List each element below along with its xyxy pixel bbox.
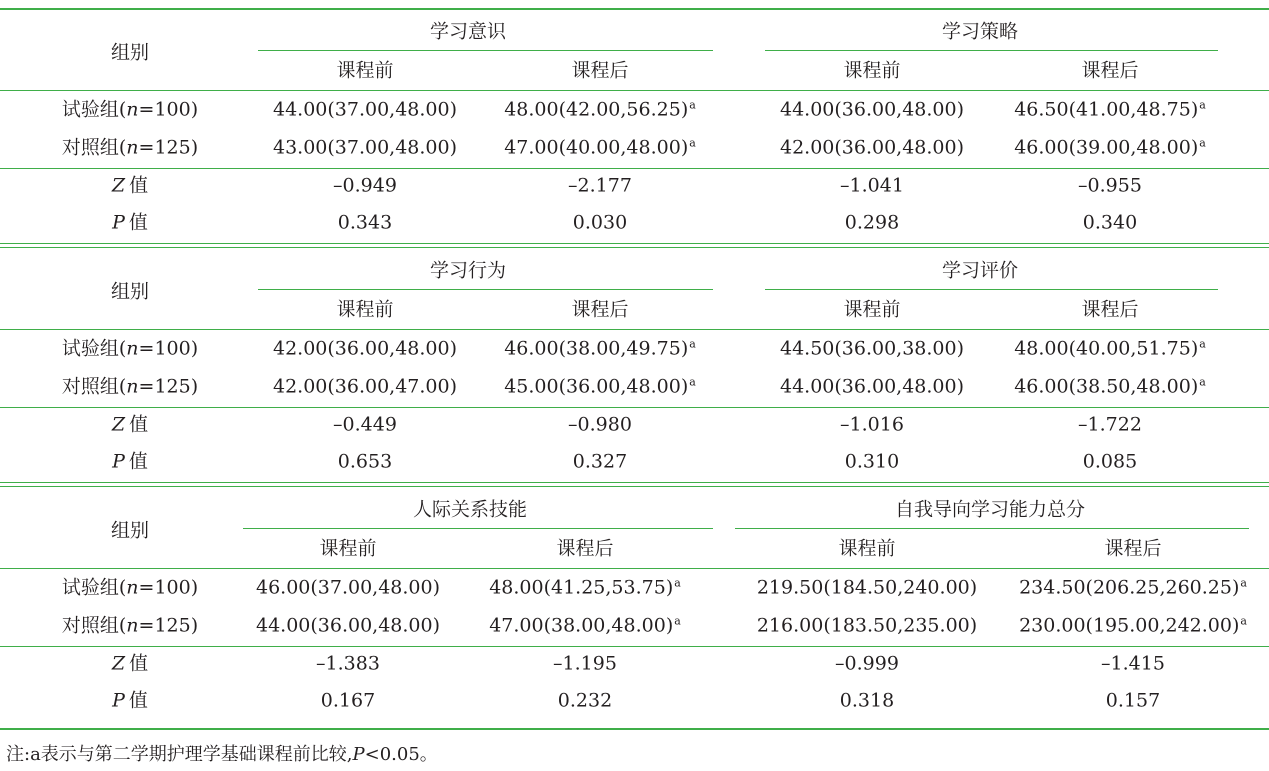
cell-exp-superscript: a: [1199, 337, 1206, 351]
dimension-header-text: 自我导向学习能力总分: [894, 498, 1086, 521]
cell-z-text: –1.195: [553, 652, 617, 675]
cell-z-text: –0.955: [1078, 174, 1142, 197]
cell-exp-text: 42.00(36.00,48.00): [272, 337, 458, 360]
cell-p-text: 0.343: [337, 211, 393, 234]
sub-header-post: [571, 59, 629, 82]
row-label-exp-suffix: =100): [138, 576, 199, 599]
cell-exp: [1014, 337, 1206, 360]
row-label-exp-prefix: 试验组(: [61, 576, 127, 599]
cell-p: [337, 450, 393, 473]
sub-header-post: [1081, 298, 1139, 321]
cell-z-text: –0.980: [568, 413, 632, 436]
section-double-rule: [0, 482, 1269, 483]
cell-ctrl: [1014, 375, 1206, 398]
row-label-z-var: Z: [111, 652, 126, 675]
cell-ctrl-text: 230.00(195.00,242.00): [1019, 614, 1240, 637]
cell-exp: [272, 337, 458, 360]
sub-header-pre: [843, 298, 901, 321]
row-label-ctrl: [61, 136, 199, 159]
row-label-ctrl: [61, 614, 199, 637]
sub-header-pre-text: 课程前: [838, 537, 896, 560]
row-label-ctrl-var: n: [126, 614, 139, 637]
cell-exp-superscript: a: [674, 576, 681, 590]
row-label-exp: [61, 98, 199, 121]
cell-exp: [1014, 98, 1206, 121]
cell-exp: [756, 576, 978, 599]
group-header-2: [110, 519, 150, 542]
group-header-1-text: 组别: [110, 280, 150, 303]
cell-p: [844, 450, 900, 473]
cell-ctrl-text: 42.00(36.00,47.00): [272, 375, 458, 398]
dimension-header-text: 人际关系技能: [412, 498, 528, 521]
cell-p: [839, 689, 895, 712]
footnote-prefix: 注:a表示与第二学期护理学基础课程前比较,: [6, 744, 353, 765]
cell-exp: [504, 337, 696, 360]
cell-z: [553, 652, 617, 675]
cell-z: [1078, 174, 1142, 197]
sub-header-post-text: 课程后: [1081, 298, 1139, 321]
sub-header-pre-text: 课程前: [843, 59, 901, 82]
cell-exp: [779, 337, 965, 360]
row-label-p-var: P: [112, 211, 125, 234]
sub-header-pre: [336, 59, 394, 82]
cell-ctrl-text: 216.00(183.50,235.00): [756, 614, 978, 637]
cell-ctrl-superscript: a: [674, 614, 681, 628]
row-label-z-suffix: 值: [129, 174, 149, 197]
cell-exp: [779, 98, 965, 121]
row-label-p: [112, 211, 148, 234]
dimension-header: [941, 259, 1019, 282]
footnote-suffix: <0.05。: [364, 744, 438, 765]
cell-z: [1101, 652, 1165, 675]
sub-header-post-text: 课程后: [1081, 59, 1139, 82]
cell-ctrl-text: 44.00(36.00,48.00): [779, 375, 965, 398]
group-header-0-text: 组别: [110, 41, 150, 64]
cell-exp-text: 48.00(41.25,53.75): [489, 576, 674, 599]
row-label-exp-prefix: 试验组(: [61, 337, 127, 360]
cell-p: [572, 211, 628, 234]
row-label-ctrl-prefix: 对照组(: [61, 614, 127, 637]
cell-exp-text: 46.00(37.00,48.00): [255, 576, 441, 599]
cell-ctrl-superscript: a: [689, 136, 696, 150]
cell-exp: [504, 98, 696, 121]
cell-exp-superscript: a: [1199, 98, 1206, 112]
cell-exp-text: 48.00(40.00,51.75): [1014, 337, 1199, 360]
cell-z-text: –2.177: [568, 174, 632, 197]
dimension-header: [894, 498, 1086, 521]
cell-ctrl-superscript: a: [1199, 136, 1206, 150]
cell-p-text: 0.298: [844, 211, 900, 234]
cell-ctrl-text: 44.00(36.00,48.00): [255, 614, 441, 637]
cell-z: [1078, 413, 1142, 436]
cell-z-text: –0.949: [333, 174, 397, 197]
row-label-z-var: Z: [111, 413, 126, 436]
cell-ctrl: [272, 136, 458, 159]
sub-header-pre: [319, 537, 377, 560]
cell-p: [844, 211, 900, 234]
cell-ctrl-superscript: a: [1199, 375, 1206, 389]
row-label-z-suffix: 值: [129, 413, 149, 436]
cell-z-text: –1.016: [840, 413, 904, 436]
dimension-underline: [765, 289, 1218, 290]
cell-ctrl-text: 46.00(38.50,48.00): [1014, 375, 1199, 398]
group-rule: [0, 168, 1269, 169]
dimension-header-text: 学习策略: [941, 20, 1019, 43]
sub-header-post-text: 课程后: [1104, 537, 1162, 560]
sub-header-pre: [838, 537, 896, 560]
dimension-underline: [258, 289, 713, 290]
section-double-rule: [0, 247, 1269, 248]
row-label-p-suffix: 值: [128, 689, 148, 712]
row-label-exp-var: n: [126, 576, 139, 599]
cell-z-text: –1.383: [316, 652, 380, 675]
group-rule: [0, 646, 1269, 647]
section-double-rule: [0, 243, 1269, 244]
cell-ctrl-text: 42.00(36.00,48.00): [779, 136, 965, 159]
cell-ctrl-text: 46.00(39.00,48.00): [1014, 136, 1199, 159]
cell-p-text: 0.157: [1105, 689, 1161, 712]
cell-ctrl-superscript: a: [689, 375, 696, 389]
cell-z: [333, 174, 397, 197]
cell-z: [568, 174, 632, 197]
row-label-p-var: P: [112, 689, 125, 712]
dimension-header: [941, 20, 1019, 43]
cell-p-text: 0.327: [572, 450, 628, 473]
cell-ctrl: [255, 614, 441, 637]
row-label-p-suffix: 值: [128, 211, 148, 234]
cell-ctrl: [756, 614, 978, 637]
dimension-header: [429, 20, 507, 43]
dimension-underline: [765, 50, 1218, 51]
row-label-ctrl-prefix: 对照组(: [61, 375, 127, 398]
row-label-ctrl: [61, 375, 199, 398]
cell-ctrl-text: 47.00(38.00,48.00): [489, 614, 674, 637]
cell-exp-text: 48.00(42.00,56.25): [504, 98, 689, 121]
row-label-ctrl-var: n: [126, 136, 139, 159]
row-label-exp: [61, 337, 199, 360]
row-label-z: [111, 174, 149, 197]
row-label-exp-var: n: [126, 98, 139, 121]
cell-exp-superscript: a: [689, 98, 696, 112]
cell-exp: [489, 576, 681, 599]
sub-header-post: [556, 537, 614, 560]
cell-ctrl-text: 43.00(37.00,48.00): [272, 136, 458, 159]
cell-exp: [272, 98, 458, 121]
row-label-z-var: Z: [111, 174, 126, 197]
cell-p: [572, 450, 628, 473]
row-label-p: [112, 689, 148, 712]
cell-p-text: 0.318: [839, 689, 895, 712]
table-top-rule: [0, 8, 1269, 10]
cell-p-text: 0.232: [557, 689, 613, 712]
table-bottom-rule: [0, 728, 1269, 730]
row-label-ctrl-suffix: =125): [138, 614, 199, 637]
sub-header-post: [571, 298, 629, 321]
group-header-1: [110, 280, 150, 303]
cell-ctrl: [779, 375, 965, 398]
row-label-p-suffix: 值: [128, 450, 148, 473]
cell-z-text: –1.041: [840, 174, 904, 197]
dimension-underline: [258, 50, 713, 51]
cell-ctrl: [1014, 136, 1206, 159]
cell-z: [835, 652, 899, 675]
group-rule: [0, 407, 1269, 408]
row-label-p-var: P: [112, 450, 125, 473]
cell-exp-text: 44.50(36.00,38.00): [779, 337, 965, 360]
row-label-ctrl-var: n: [126, 375, 139, 398]
header-rule: [0, 90, 1269, 91]
cell-z: [840, 413, 904, 436]
cell-z: [568, 413, 632, 436]
header-rule: [0, 568, 1269, 569]
row-label-ctrl-suffix: =125): [138, 375, 199, 398]
row-label-z: [111, 652, 149, 675]
cell-p-text: 0.167: [320, 689, 376, 712]
cell-exp-superscript: a: [689, 337, 696, 351]
dimension-header-text: 学习行为: [429, 259, 507, 282]
cell-exp-text: 46.00(38.00,49.75): [504, 337, 689, 360]
row-label-exp: [61, 576, 199, 599]
cell-exp-text: 46.50(41.00,48.75): [1014, 98, 1199, 121]
row-label-z-suffix: 值: [129, 652, 149, 675]
cell-z-text: –1.722: [1078, 413, 1142, 436]
row-label-exp-var: n: [126, 337, 139, 360]
sub-header-post-text: 课程后: [571, 59, 629, 82]
cell-p: [337, 211, 393, 234]
cell-p: [1105, 689, 1161, 712]
sub-header-post-text: 课程后: [571, 298, 629, 321]
cell-exp: [1019, 576, 1247, 599]
dimension-header: [412, 498, 528, 521]
section-double-rule: [0, 486, 1269, 487]
cell-p: [557, 689, 613, 712]
cell-ctrl: [504, 375, 696, 398]
cell-ctrl-text: 47.00(40.00,48.00): [504, 136, 689, 159]
cell-p: [1082, 450, 1138, 473]
cell-z-text: –0.999: [835, 652, 899, 675]
cell-z-text: –0.449: [333, 413, 397, 436]
sub-header-pre-text: 课程前: [843, 298, 901, 321]
cell-exp: [255, 576, 441, 599]
group-header-0: [110, 41, 150, 64]
sub-header-pre-text: 课程前: [319, 537, 377, 560]
cell-exp-text: 44.00(36.00,48.00): [779, 98, 965, 121]
cell-ctrl: [779, 136, 965, 159]
cell-z-text: –1.415: [1101, 652, 1165, 675]
cell-exp-text: 234.50(206.25,260.25): [1019, 576, 1240, 599]
header-rule: [0, 329, 1269, 330]
dimension-header-text: 学习评价: [941, 259, 1019, 282]
sub-header-pre: [336, 298, 394, 321]
sub-header-post-text: 课程后: [556, 537, 614, 560]
cell-z: [333, 413, 397, 436]
cell-ctrl-superscript: a: [1240, 614, 1247, 628]
cell-p-text: 0.340: [1082, 211, 1138, 234]
cell-p-text: 0.030: [572, 211, 628, 234]
cell-z: [316, 652, 380, 675]
row-label-ctrl-prefix: 对照组(: [61, 136, 127, 159]
cell-ctrl: [272, 375, 458, 398]
cell-z: [840, 174, 904, 197]
row-label-z: [111, 413, 149, 436]
row-label-exp-suffix: =100): [138, 337, 199, 360]
cell-p: [1082, 211, 1138, 234]
cell-ctrl-text: 45.00(36.00,48.00): [504, 375, 689, 398]
dimension-underline: [735, 528, 1249, 529]
dimension-underline: [243, 528, 713, 529]
cell-ctrl: [1019, 614, 1247, 637]
footnote-p-var: P: [352, 744, 365, 765]
sub-header-pre: [843, 59, 901, 82]
cell-p-text: 0.085: [1082, 450, 1138, 473]
sub-header-post: [1081, 59, 1139, 82]
row-label-p: [112, 450, 148, 473]
table-footnote: [6, 740, 438, 766]
cell-exp-superscript: a: [1240, 576, 1247, 590]
dimension-header: [429, 259, 507, 282]
cell-ctrl: [504, 136, 696, 159]
cell-exp-text: 44.00(37.00,48.00): [272, 98, 458, 121]
sub-header-post: [1104, 537, 1162, 560]
sub-header-pre-text: 课程前: [336, 59, 394, 82]
sub-header-pre-text: 课程前: [336, 298, 394, 321]
row-label-ctrl-suffix: =125): [138, 136, 199, 159]
dimension-header-text: 学习意识: [429, 20, 507, 43]
cell-p-text: 0.310: [844, 450, 900, 473]
cell-p: [320, 689, 376, 712]
row-label-exp-suffix: =100): [138, 98, 199, 121]
row-label-exp-prefix: 试验组(: [61, 98, 127, 121]
cell-exp-text: 219.50(184.50,240.00): [756, 576, 978, 599]
cell-p-text: 0.653: [337, 450, 393, 473]
cell-ctrl: [489, 614, 681, 637]
group-header-2-text: 组别: [110, 519, 150, 542]
